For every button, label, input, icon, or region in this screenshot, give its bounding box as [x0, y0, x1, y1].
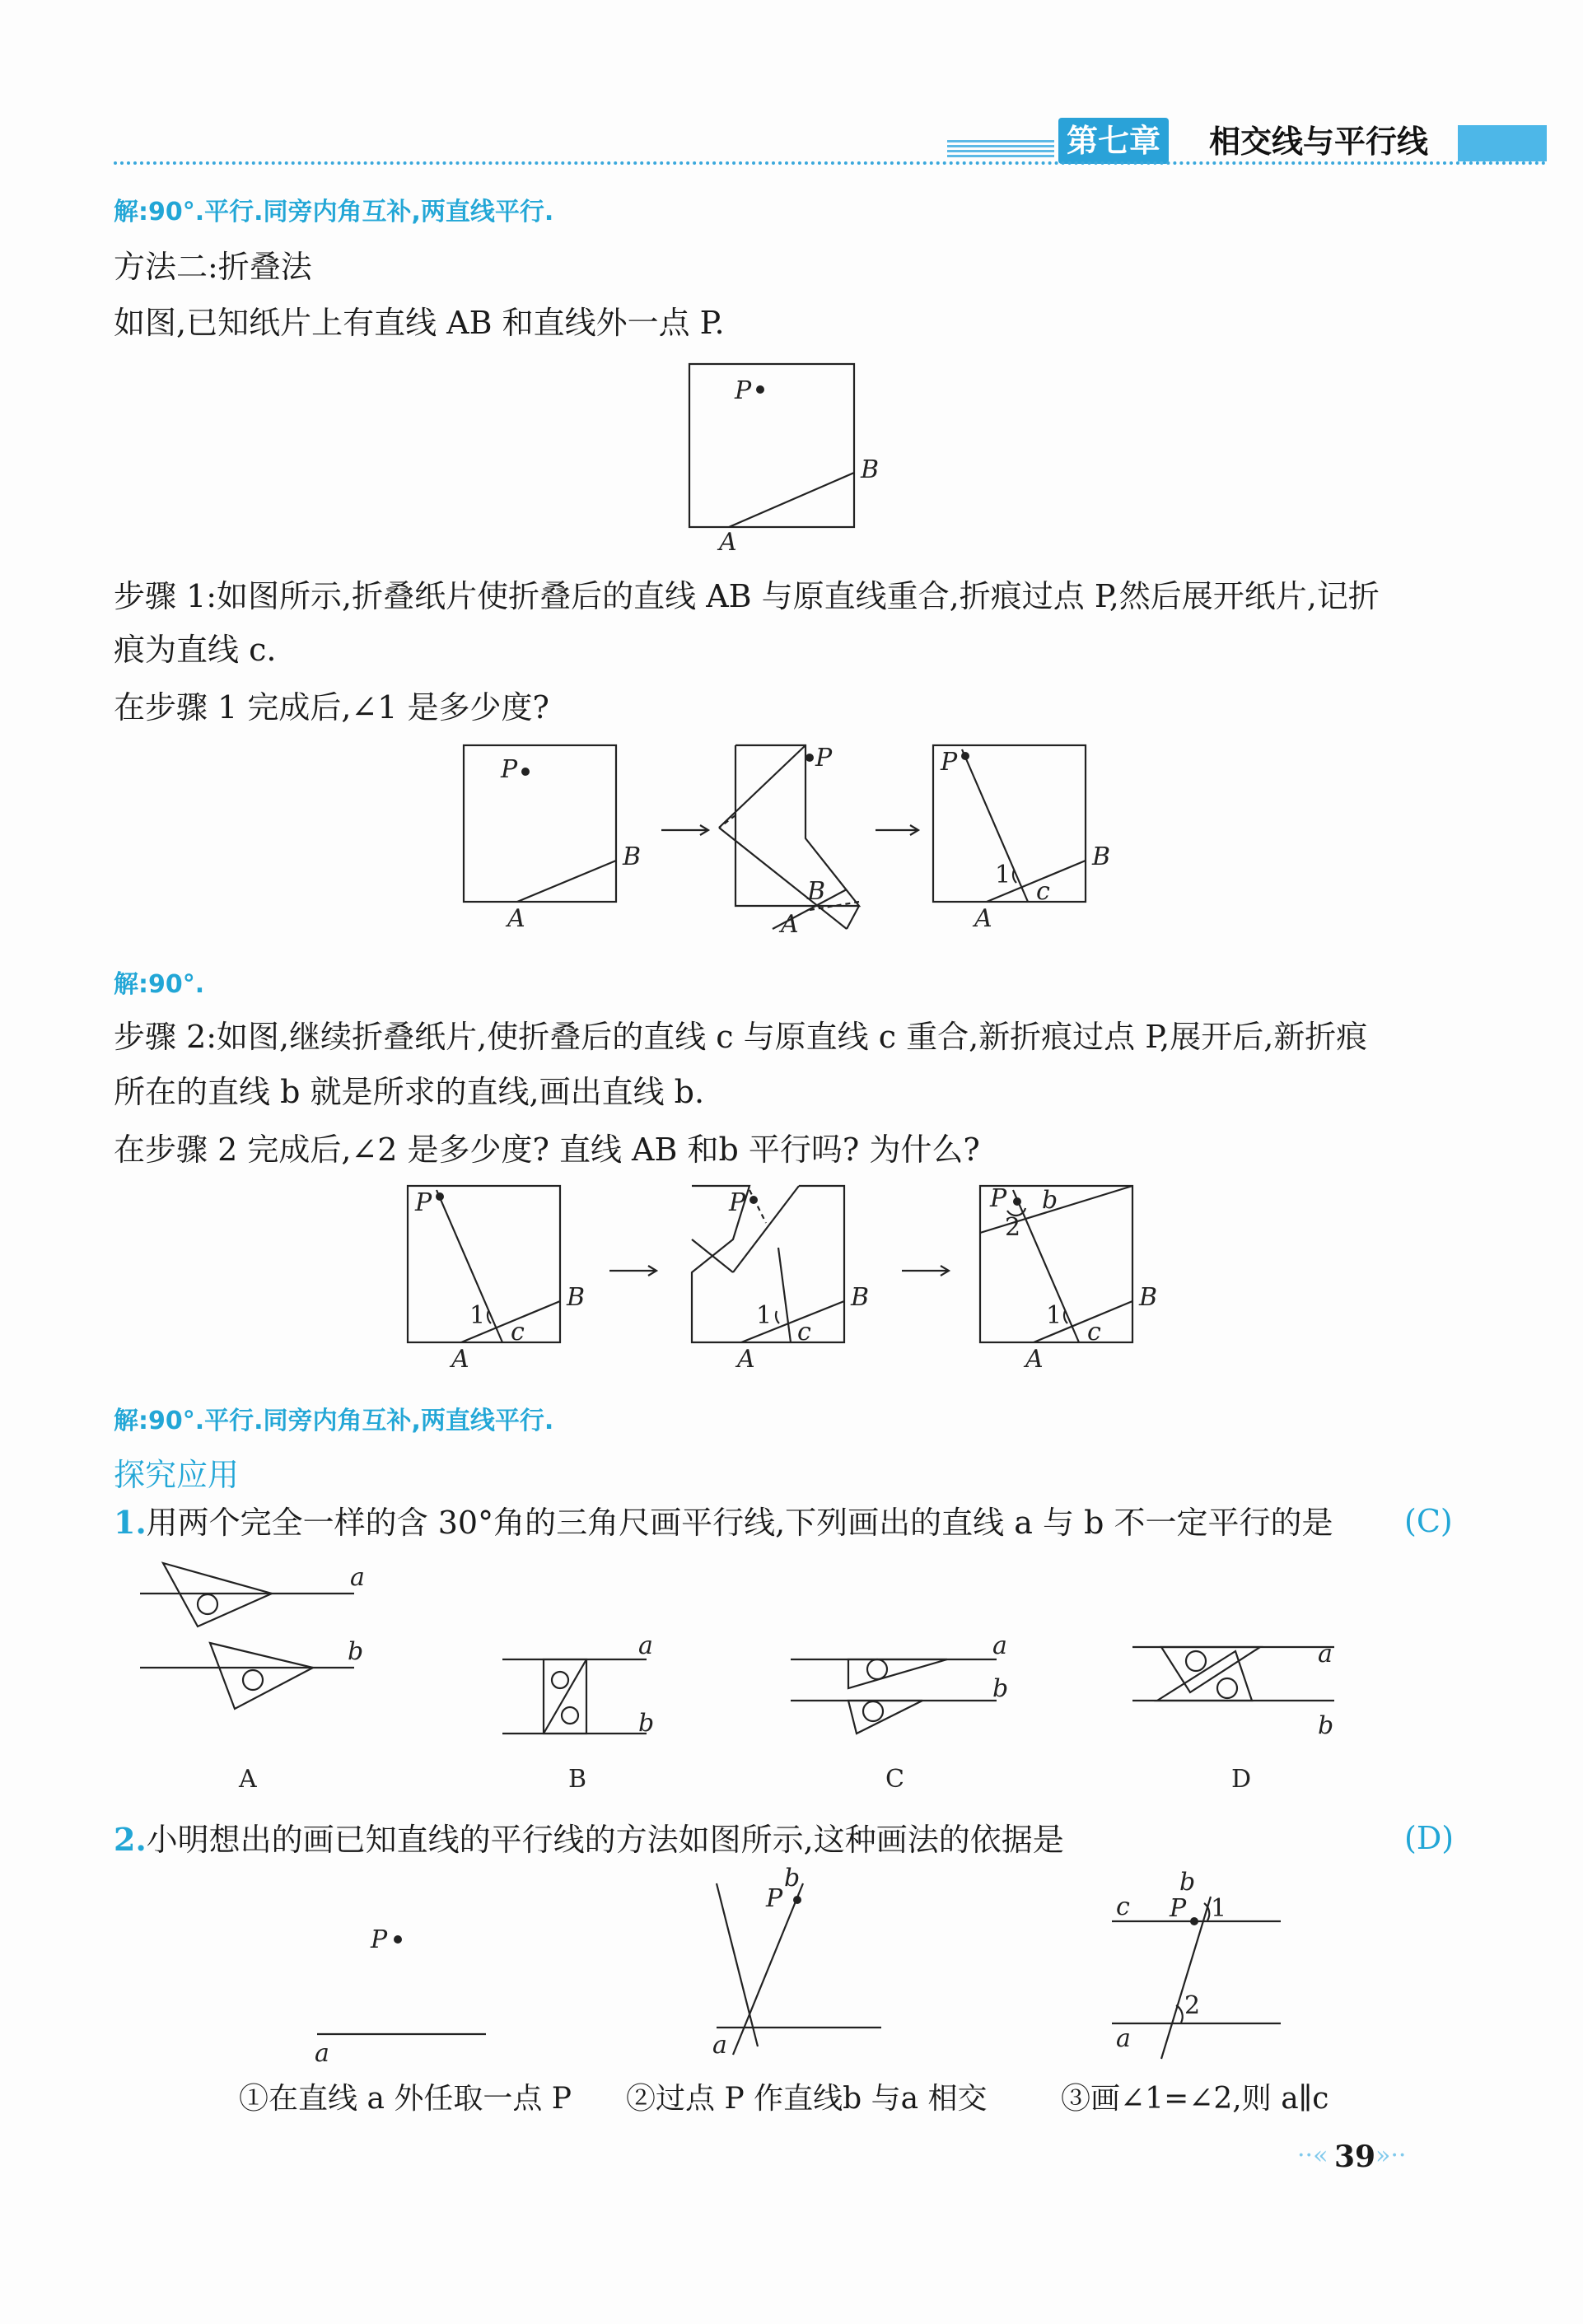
svg-text:c: c [511, 1318, 525, 1346]
svg-text:1: 1 [469, 1301, 486, 1330]
figure-paper-initial [688, 362, 880, 557]
svg-text:A: A [451, 1345, 469, 1374]
chapter-title: 相交线与平行线 [1209, 124, 1429, 160]
method-intro: 如图,已知纸片上有直线 AB 和直线外一点 P. [114, 305, 725, 341]
svg-text:1: 1 [1211, 1894, 1227, 1923]
svg-text:B: B [1139, 1283, 1158, 1312]
method-title: 方法二:折叠法 [114, 249, 312, 285]
figure-question-2-steps [305, 1864, 1310, 2068]
label-B: B [861, 455, 880, 484]
q2-caption-2: ②过点 P 作直线b 与a 相交 [626, 2082, 988, 2116]
figure-question-1-options [132, 1556, 1367, 1795]
question-2: 2.小明想出的画已知直线的平行线的方法如图所示,这种画法的依据是 [114, 1821, 1064, 1858]
question-step1: 在步骤 1 完成后,∠1 是多少度? [114, 689, 549, 726]
svg-text:a: a [712, 2031, 727, 2060]
svg-text:P: P [1170, 1894, 1187, 1923]
svg-text:A: A [507, 904, 525, 933]
page-number-deco-right: »·· [1375, 2141, 1407, 2170]
svg-text:A: A [781, 910, 799, 939]
q2-caption-3: ③画∠1=∠2,则 a∥c [1061, 2082, 1329, 2116]
svg-text:b: b [1318, 1711, 1334, 1740]
header-decoration [947, 140, 1054, 158]
svg-text:D: D [1231, 1765, 1252, 1794]
svg-text:b: b [784, 1864, 801, 1892]
answer-1: 解:90°.平行.同旁内角互补,两直线平行. [114, 198, 554, 226]
section-title: 探究应用 [114, 1457, 240, 1493]
step1-text-line1: 步骤 1:如图所示,折叠纸片使折叠后的直线 AB 与原直线重合,折痕过点 P,然后展开纸片,记折 [114, 578, 1380, 614]
question-step2: 在步骤 2 完成后,∠2 是多少度? 直线 AB 和b 平行吗? 为什么? [114, 1132, 980, 1168]
svg-text:c: c [797, 1318, 811, 1346]
svg-text:2: 2 [1005, 1213, 1021, 1242]
page-number-deco-left: ··« [1297, 2141, 1329, 2170]
svg-text:a: a [1116, 2024, 1131, 2053]
svg-text:B: B [568, 1765, 587, 1794]
svg-text:A: A [737, 1345, 755, 1374]
svg-text:B: B [851, 1283, 870, 1312]
svg-text:1: 1 [1046, 1301, 1062, 1330]
header-divider [114, 161, 1547, 165]
svg-text:P: P [766, 1884, 783, 1913]
svg-text:P: P [415, 1188, 432, 1217]
step1-text-line2: 痕为直线 c. [114, 632, 277, 668]
label-A: A [719, 528, 737, 557]
svg-text:a: a [638, 1631, 653, 1660]
svg-text:1: 1 [995, 861, 1011, 889]
svg-text:A: A [974, 904, 992, 933]
question-1: 1.用两个完全一样的含 30°角的三角尺画平行线,下列画出的直线 a 与 b 不一定平行的是 [114, 1504, 1333, 1541]
answer-3: 解:90°.平行.同旁内角互补,两直线平行. [114, 1407, 554, 1435]
svg-text:1: 1 [756, 1301, 773, 1330]
svg-text:B: B [807, 877, 826, 906]
svg-text:c: c [1036, 877, 1050, 906]
svg-text:c: c [1087, 1318, 1101, 1346]
svg-text:b: b [1042, 1186, 1058, 1215]
chapter-badge: 第七章 [1058, 118, 1169, 164]
answer-2: 解:90°. [114, 970, 205, 999]
question-1-answer: (C) [1404, 1503, 1453, 1539]
svg-text:a: a [315, 2039, 329, 2068]
svg-text:b: b [638, 1709, 655, 1738]
question-2-answer: (D) [1404, 1820, 1455, 1856]
svg-text:P: P [729, 1188, 746, 1217]
svg-text:a: a [992, 1631, 1007, 1660]
svg-text:b: b [348, 1637, 364, 1666]
figure-step1-sequence [460, 741, 1111, 939]
label-P: P [735, 376, 752, 405]
svg-text:B: B [1092, 842, 1111, 871]
svg-text:b: b [1179, 1868, 1196, 1897]
q2-caption-1: ①在直线 a 外任取一点 P [239, 2082, 572, 2116]
page-number: 39 [1334, 2140, 1376, 2174]
svg-text:a: a [350, 1563, 365, 1592]
svg-text:2: 2 [1184, 1991, 1201, 2020]
header-color-bar [1458, 125, 1547, 161]
svg-text:c: c [1116, 1892, 1130, 1921]
svg-text:A: A [239, 1765, 257, 1794]
svg-text:P: P [371, 1925, 388, 1954]
svg-text:a: a [1318, 1640, 1333, 1668]
svg-text:A: A [1025, 1345, 1044, 1374]
svg-text:C: C [885, 1765, 904, 1794]
svg-text:b: b [992, 1674, 1009, 1703]
svg-text:P: P [501, 755, 518, 784]
svg-text:P: P [990, 1184, 1007, 1213]
figure-step2-sequence [404, 1182, 1194, 1379]
svg-text:P: P [941, 748, 958, 777]
svg-text:P: P [815, 744, 833, 772]
svg-text:B: B [623, 842, 642, 871]
svg-text:B: B [567, 1283, 586, 1312]
step2-text-line2: 所在的直线 b 就是所求的直线,画出直线 b. [114, 1074, 705, 1110]
step2-text-line1: 步骤 2:如图,继续折叠纸片,使折叠后的直线 c 与原直线 c 重合,新折痕过点 P,展开后,新折痕 [114, 1019, 1368, 1055]
